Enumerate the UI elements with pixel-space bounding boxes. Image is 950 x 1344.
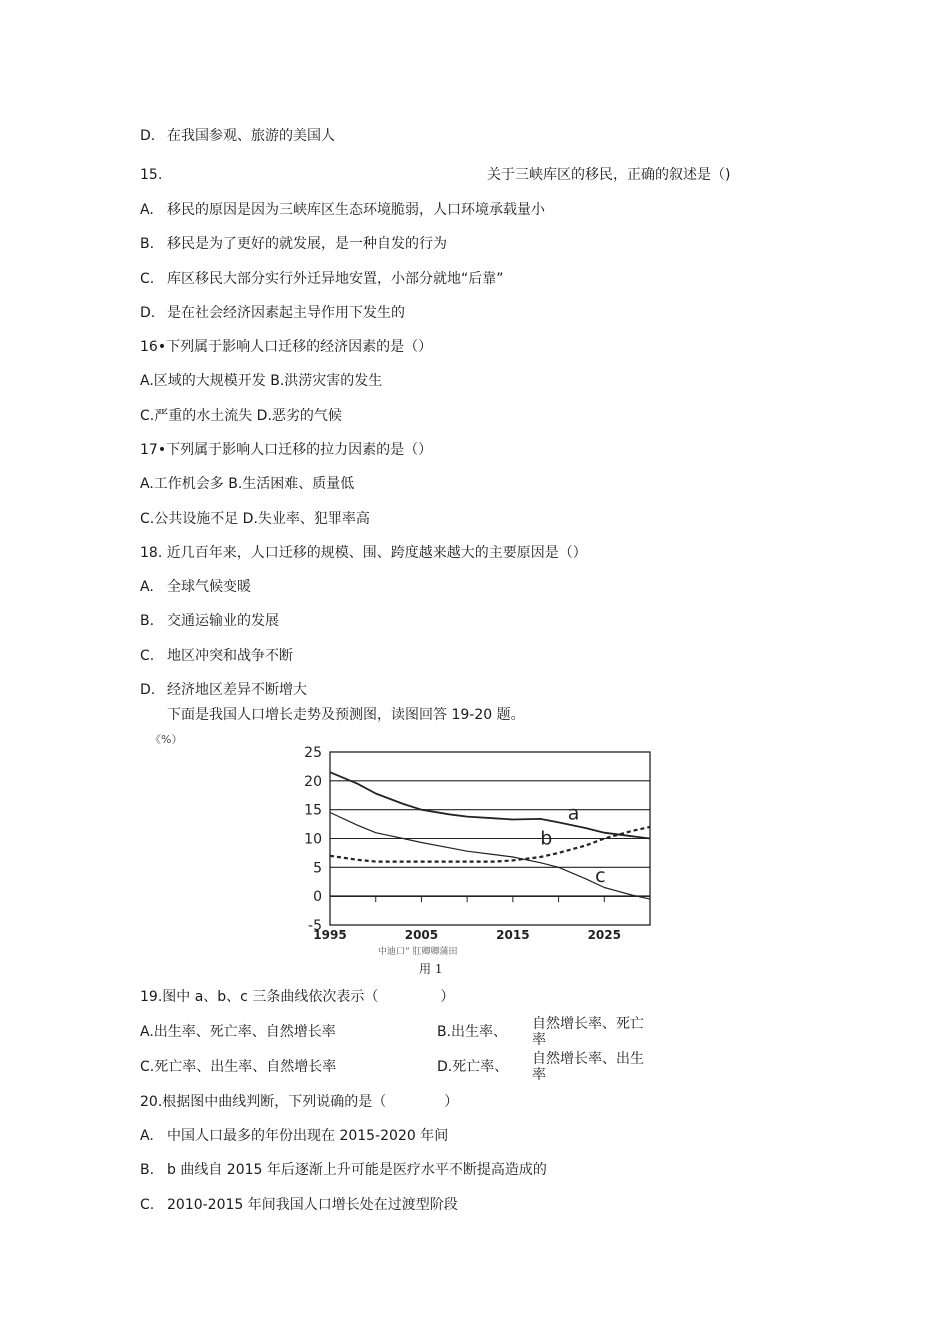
q16-stem: 16•下列属于影响人口迁移的经济因素的是（）: [140, 339, 433, 355]
y-tick-label: 0: [313, 889, 322, 906]
option-label: D.: [140, 682, 156, 698]
option-text: 全球气候变暖: [167, 579, 251, 595]
q20-option-c: [140, 1196, 458, 1214]
q17-options-row1: A.工作机会多 B.生活困难、质量低: [140, 476, 355, 492]
q18-option-b: [140, 612, 279, 630]
population-growth-chart: [290, 745, 660, 960]
q19-stem-text: 19.图中 a、b、c 三条曲线依次表示（: [140, 989, 379, 1005]
x-tick-label: 2025: [587, 928, 621, 942]
option-label: C.: [140, 271, 155, 287]
q19-option-b-right: [532, 1016, 644, 1048]
option-text: 移民的原因是因为三峡库区生态环境脆弱，人口环境承载量小: [167, 202, 545, 218]
q19-option-d-left: D.死亡率、: [437, 1059, 509, 1075]
q20-stem-close: ）: [444, 1094, 459, 1110]
q19-option-b-line1: 自然增长率、死亡: [532, 1016, 644, 1032]
q19-stem-close: ）: [440, 989, 455, 1005]
option-label: B.: [140, 1162, 155, 1178]
y-tick-label: 25: [304, 745, 322, 761]
q14-option-d: [140, 127, 335, 145]
y-tick-label: 20: [304, 773, 322, 790]
q16-options-row2: C.严重的水土流失 D.恶劣的气候: [140, 408, 342, 424]
y-tick-label: -5: [308, 918, 322, 934]
series-c-label: c: [595, 864, 606, 887]
chart-caption: 用 1: [419, 962, 443, 976]
q17-options-row2: C.公共设施不足 D.失业率、犯罪率高: [140, 511, 370, 527]
q15-option-b: [140, 235, 447, 253]
q18-option-a: [140, 578, 251, 596]
q15-option-a: [140, 201, 545, 219]
q19-option-b-line2: 率: [532, 1032, 546, 1048]
q20-option-b: [140, 1161, 547, 1179]
chart-ticks: [304, 745, 650, 942]
x-tick-label: 1995: [313, 928, 347, 942]
q17-stem: 17•下列属于影响人口迁移的拉力因素的是（）: [140, 442, 433, 458]
series-b-label: b: [540, 827, 553, 850]
option-label: A.: [140, 579, 154, 595]
option-label: D.: [140, 128, 156, 144]
q20-option-a: [140, 1127, 448, 1145]
option-label: D.: [140, 305, 156, 321]
option-label: C.: [140, 648, 155, 664]
y-tick-label: 10: [304, 831, 322, 848]
series-a-line: [330, 772, 650, 838]
option-label: A.: [140, 1128, 154, 1144]
q16-options-row1: A.区域的大规模开发 B.洪涝灾害的发生: [140, 373, 383, 389]
option-text: 在我国参观、旅游的美国人: [167, 128, 335, 144]
q15-option-d: [140, 304, 405, 322]
y-tick-label: 15: [304, 802, 322, 819]
q15-number: 15.: [140, 167, 163, 183]
q15-stem: 关于三峡库区的移民，正确的叙述是（): [487, 167, 731, 183]
option-text: 经济地区差异不断增大: [167, 682, 307, 698]
y-tick-label: 5: [313, 860, 322, 877]
chart-unit-label: 《%）: [150, 733, 183, 746]
option-text: 交通运输业的发展: [167, 613, 279, 629]
option-text: 移民是为了更好的就发展，是一种自发的行为: [167, 236, 447, 252]
chart-caption-source: 中迪口” 肛卿卿蒲田: [378, 947, 458, 957]
x-tick-label: 2005: [404, 928, 439, 942]
q18-option-c: [140, 647, 293, 665]
q19-stem: [140, 988, 454, 1006]
option-text: 2010-2015 年间我国人口增长处在过渡型阶段: [167, 1197, 458, 1213]
option-text: 是在社会经济因素起主导作用下发生的: [167, 305, 405, 321]
option-text: 地区冲突和战争不断: [167, 648, 293, 664]
series-a-label: a: [567, 802, 580, 825]
option-label: C.: [140, 1197, 155, 1213]
x-tick-label: 2015: [496, 928, 530, 942]
q18-stem: 18. 近几百年来，人口迁移的规模、围、跨度越来越大的主要原因是（）: [140, 545, 587, 561]
q19-option-b-left: B.出生率、: [437, 1024, 508, 1040]
q20-stem-text: 20.根据图中曲线判断，下列说确的是（: [140, 1094, 387, 1110]
q18-option-d: [140, 681, 307, 699]
option-label: A.: [140, 202, 154, 218]
q19-option-c: C.死亡率、出生率、自然增长率: [140, 1059, 337, 1075]
option-label: B.: [140, 236, 155, 252]
option-label: B.: [140, 613, 155, 629]
q19-option-d-right: [532, 1051, 644, 1083]
q19-option-d-line2: 率: [532, 1067, 546, 1083]
option-text: 中国人口最多的年份出现在 2015-2020 年间: [167, 1128, 449, 1144]
q19-option-a: A.出生率、死亡率、自然增长率: [140, 1024, 336, 1040]
chart-intro: 下面是我国人口增长走势及预测图，读图回答 19-20 题。: [167, 707, 525, 723]
q15-option-c: [140, 270, 504, 288]
q20-stem: [140, 1093, 458, 1111]
chart-series-labels: [540, 802, 605, 886]
option-text: b 曲线自 2015 年后逐渐上升可能是医疗水平不断提高造成的: [167, 1162, 547, 1178]
q19-option-d-line1: 自然增长率、出生: [532, 1051, 644, 1067]
option-text: 库区移民大部分实行外迁异地安置，小部分就地“后靠”: [167, 271, 504, 287]
